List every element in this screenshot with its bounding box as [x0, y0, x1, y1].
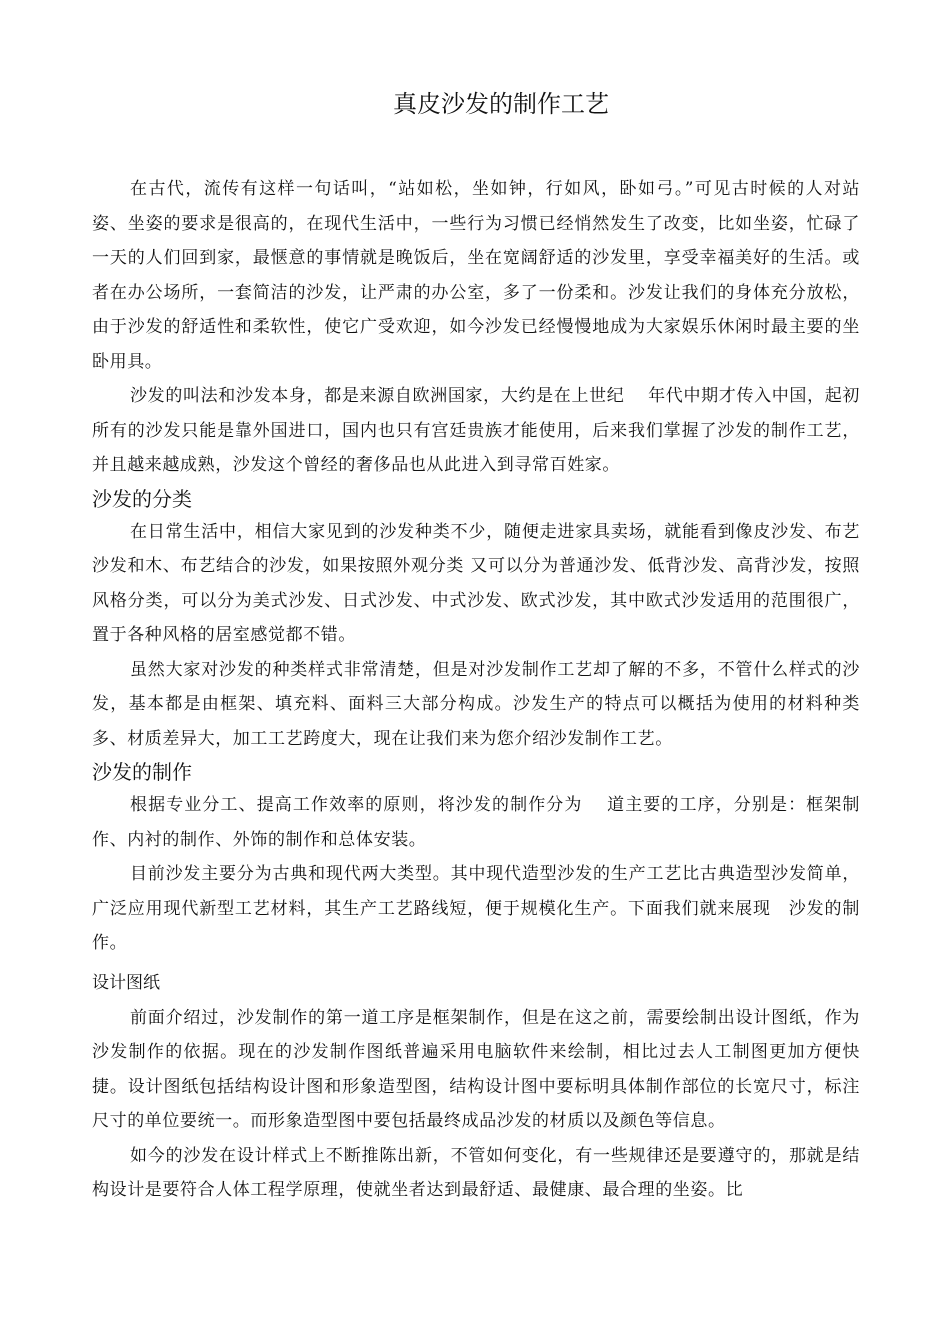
subsection-heading-design: 设计图纸: [92, 972, 160, 993]
design-paragraph-2: 如今的沙发在设计样式上不断推陈出新，不管如何变化，有一些规律还是要遵守的，那就是结构设计是要符合人体工程学原理，使就坐者达到最舒适、最健康、最合理的坐姿。比: [92, 1145, 860, 1200]
classification-paragraph-2: 虽然大家对沙发的种类样式非常清楚，但是对沙发制作工艺却了解的不多，不管什么样式的沙发，基本都是由框架、填充料、面料三大部分构成。沙发生产的特点可以概括为使用的材料种类多、材质差异大，加工工艺跨度大，现在让我们来为您介绍沙发制作工艺。: [92, 659, 860, 749]
making-paragraph-1: 根据专业分工、提高工作效率的原则，将沙发的制作分为 道主要的工序，分别是：框架制作、内衬的制作、外饰的制作和总体安装。: [92, 795, 860, 850]
document-page: [92, 84, 860, 1208]
making-paragraph-2: 目前沙发主要分为古典和现代两大类型。其中现代造型沙发的生产工艺比古典造型沙发简单，广泛应用现代新型工艺材料，其生产工艺路线短，便于规模化生产。下面我们就来展现 沙发的制作。: [92, 864, 860, 953]
section-heading-making: 沙发的制作: [92, 760, 192, 784]
intro-paragraph-2: 沙发的叫法和沙发本身，都是来源自欧洲国家，大约是在上世纪 年代中期才传入中国，起初所有的沙发只能是靠外国进口，国内也只有宫廷贵族才能使用，后来我们掌握了沙发的制作工艺，并且越来越成熟，沙发这个曾经的奢侈品也从此进入到寻常百姓家。: [92, 386, 860, 475]
intro-paragraph-1: 在古代，流传有这样一句话叫，“站如松，坐如钟，行如风，卧如弓。”可见古时候的人对站姿、坐姿的要求是很高的，在现代生活中，一些行为习惯已经悄然发生了改变，比如坐姿，忙碌了一天的人们回到家，最惬意的事情就是晚饭后，坐在宽阔舒适的沙发里，享受幸福美好的生活。或者在办公场所，一套简洁的沙发，让严肃的办公室，多了一份柔和。沙发让我们的身体充分放松，由于沙发的舒适性和柔软性，使它广受欢迎，如今沙发已经慢慢地成为大家娱乐休闲时最主要的坐卧用具。: [92, 179, 860, 372]
classification-paragraph-1: 在日常生活中，相信大家见到的沙发种类不少，随便走进家具卖场，就能看到像皮沙发、布艺沙发和木、布艺结合的沙发，如果按照外观分类 又可以分为普通沙发、低背沙发、高背沙发，按照风格分类，可以分为美式沙发、日式沙发、中式沙发、欧式沙发，其中欧式沙发适用的范围很广，置于各种风格的居室感觉都不错。: [92, 521, 860, 645]
document-title: 真皮沙发的制作工艺: [393, 90, 609, 118]
design-paragraph-1: 前面介绍过，沙发制作的第一道工序是框架制作，但是在这之前，需要绘制出设计图纸，作为沙发制作的依据。现在的沙发制作图纸普遍采用电脑软件来绘制，相比过去人工制图更加方便快捷。设计图纸包括结构设计图和形象造型图，结构设计图中要标明具体制作部位的长宽尺寸，标注尺寸的单位要统一。而形象造型图中要包括最终成品沙发的材质以及颜色等信息。: [92, 1007, 860, 1131]
section-heading-classification: 沙发的分类: [92, 486, 192, 511]
